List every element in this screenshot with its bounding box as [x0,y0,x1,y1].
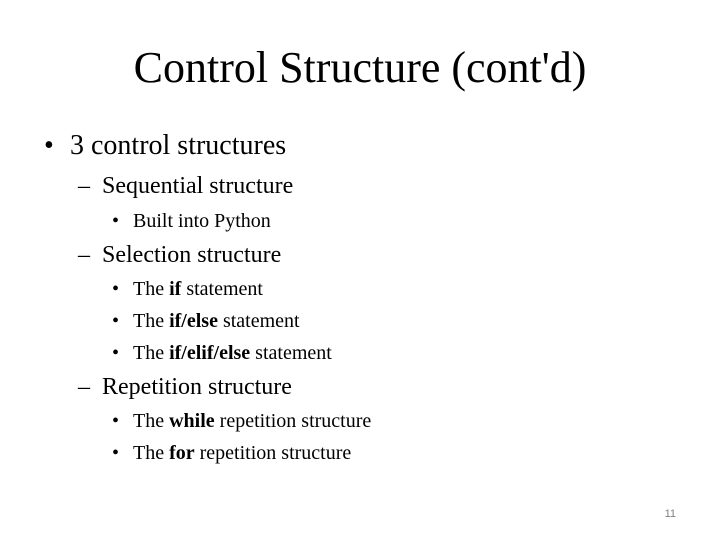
list-item-text [133,277,263,301]
list-item-suffix: repetition structure [214,410,372,432]
page-number: 11 [664,508,676,520]
bullet-marker: • [112,278,120,300]
list-item-prefix: The [133,342,170,364]
list-item-text [133,309,300,333]
list-item-suffix: statement [181,278,263,300]
list-item-text [133,341,332,365]
bullet-marker: • [112,410,120,432]
keyword: for [169,442,195,464]
subbullet-selection-text: Selection structure [102,242,282,268]
bullet-marker: • [112,210,120,232]
bullet-marker: • [112,342,120,364]
bullet-marker: • [44,130,54,161]
bullet-marker: • [112,310,120,332]
list-item-suffix: statement [250,342,332,364]
dash-marker: – [78,242,90,268]
list-item-prefix: The [133,310,170,332]
keyword: if/else [169,310,218,332]
dash-marker: – [78,173,90,199]
keyword: if [169,278,182,300]
subbullet-sequential-text: Sequential structure [102,173,294,199]
list-item-text: Built into Python [133,210,271,232]
list-item-text [133,409,371,433]
slide-title: Control Structure (cont'd) [133,43,587,92]
list-item-prefix: The [133,278,170,300]
keyword: while [169,410,215,432]
list-item-suffix: statement [217,310,300,332]
list-item-prefix: The [133,442,170,464]
keyword: if/elif/else [169,342,251,364]
bullet-main-text: 3 control structures [70,130,287,161]
list-item-text [133,441,351,465]
subbullet-repetition-text: Repetition structure [102,374,292,400]
bullet-marker: • [112,442,120,464]
list-item-prefix: The [133,410,170,432]
dash-marker: – [78,374,90,400]
list-item-suffix: repetition structure [194,442,352,464]
